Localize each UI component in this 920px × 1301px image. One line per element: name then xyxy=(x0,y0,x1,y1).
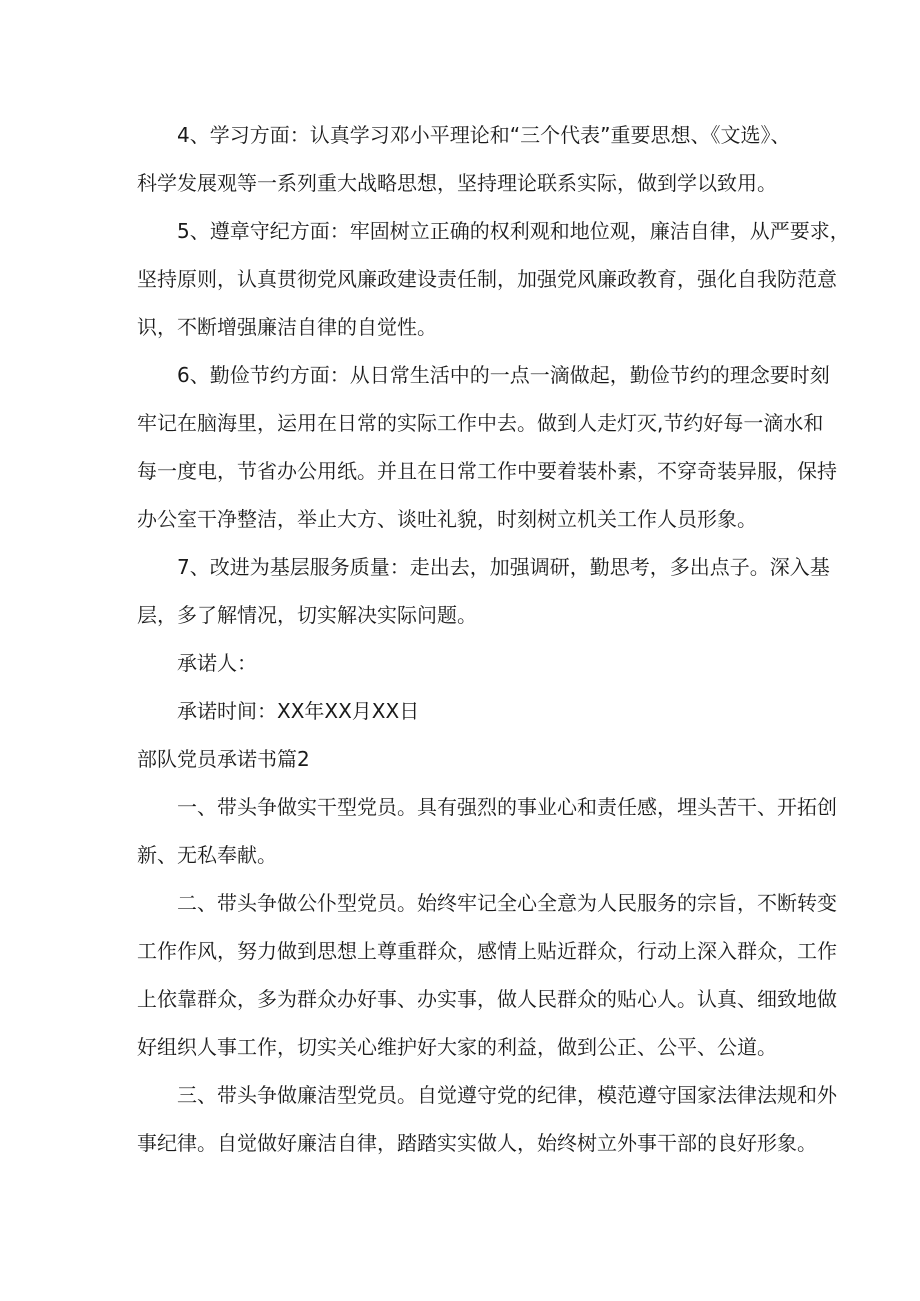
section-2-p2-line-4: 好组织人事工作，切实关心维护好大家的利益，做到公正、公平、公道。 xyxy=(137,1035,777,1059)
item-5-line-1: 5、遵章守纪方面：牢固树立正确的权利观和地位观，廉洁自律，从严要求， xyxy=(177,219,850,243)
signer-label: 承诺人： xyxy=(177,651,257,675)
item-4-line-1: 4、学习方面：认真学习邓小平理论和“三个代表”重要思想、《文选》、 xyxy=(177,123,791,147)
section-2-p2-line-3: 上依靠群众，多为群众办好事、办实事，做人民群众的贴心人。认真、细致地做 xyxy=(137,987,837,1011)
item-7-line-2: 层，多了解情况，切实解决实际问题。 xyxy=(137,603,477,627)
item-6-line-3: 每一度电，节省办公用纸。并且在日常工作中要着装朴素，不穿奇装异服，保持 xyxy=(137,459,837,483)
section-2-p3-line-1: 三、带头争做廉洁型党员。自觉遵守党的纪律，模范遵守国家法律法规和外 xyxy=(177,1083,837,1107)
section-2-p3-line-2: 事纪律。自觉做好廉洁自律，踏踏实实做人，始终树立外事干部的良好形象。 xyxy=(137,1131,817,1155)
section-2-p2-line-2: 工作作风，努力做到思想上尊重群众，感情上贴近群众，行动上深入群众，工作 xyxy=(137,939,837,963)
item-6-line-2: 牢记在脑海里，运用在日常的实际工作中去。做到人走灯灭,节约好每一滴水和 xyxy=(137,411,824,435)
item-7-line-1: 7、改进为基层服务质量：走出去，加强调研，勤思考，多出点子。深入基 xyxy=(177,555,830,579)
item-5-line-2: 坚持原则，认真贯彻党风廉政建设责任制，加强党风廉政教育，强化自我防范意 xyxy=(137,267,837,291)
section-2-p2-line-1: 二、带头争做公仆型党员。始终牢记全心全意为人民服务的宗旨，不断转变 xyxy=(177,891,837,915)
item-6-line-1: 6、勤俭节约方面：从日常生活中的一点一滴做起，勤俭节约的理念要时刻 xyxy=(177,363,830,387)
section-2-heading: 部队党员承诺书篇2 xyxy=(137,747,310,771)
item-5-line-3: 识，不断增强廉洁自律的自觉性。 xyxy=(137,315,437,339)
item-6-line-4: 办公室干净整洁，举止大方、谈吐礼貌，时刻树立机关工作人员形象。 xyxy=(137,507,757,531)
section-2-p1-line-1: 一、带头争做实干型党员。具有强烈的事业心和责任感，埋头苦干、开拓创 xyxy=(177,795,837,819)
commitment-date: 承诺时间：XX年XX月XX日 xyxy=(177,699,420,723)
item-4-line-2: 科学发展观等一系列重大战略思想，坚持理论联系实际，做到学以致用。 xyxy=(137,171,777,195)
section-2-p1-line-2: 新、无私奉献。 xyxy=(137,843,277,867)
